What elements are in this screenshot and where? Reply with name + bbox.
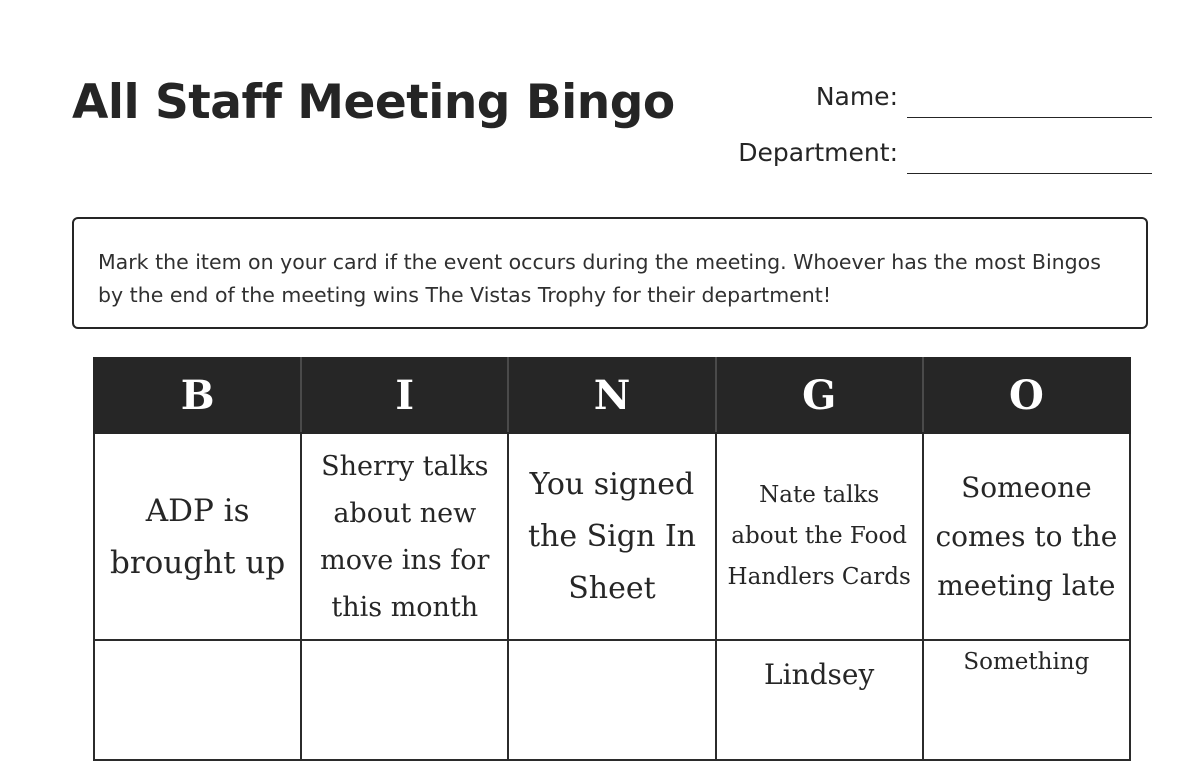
- bingo-cell[interactable]: [716, 433, 923, 640]
- name-label: Name:: [815, 82, 898, 111]
- column-header-b: B: [94, 358, 301, 433]
- name-field-row: [816, 72, 1152, 118]
- bingo-cell[interactable]: [508, 433, 715, 640]
- bingo-cell[interactable]: [94, 433, 301, 640]
- bingo-cell-text: ADP is brought up: [109, 492, 286, 581]
- instructions-box: [72, 217, 1148, 329]
- bingo-header-row: [94, 358, 1130, 433]
- column-header-i: I: [301, 358, 508, 433]
- bingo-cell[interactable]: [508, 640, 715, 760]
- page-title: All Staff Meeting Bingo: [72, 75, 675, 130]
- department-field-row: [738, 128, 1152, 174]
- bingo-cell-text: Sherry talks about new move ins for this month: [320, 450, 490, 623]
- bingo-cell-text: Someone comes to the meeting late: [935, 471, 1118, 602]
- name-blank-line[interactable]: [907, 117, 1152, 118]
- bingo-cell[interactable]: [301, 640, 508, 760]
- bingo-cell[interactable]: [923, 640, 1130, 760]
- bingo-card: [93, 357, 1131, 761]
- column-header-n: N: [508, 358, 715, 433]
- column-header-o: O: [923, 358, 1130, 433]
- department-label: Department:: [738, 138, 898, 167]
- bingo-row: [94, 433, 1130, 640]
- bingo-cell[interactable]: [716, 640, 923, 760]
- instructions-text: Mark the item on your card if the event occurs during the meeting. Whoever has the most Bingos by the end of the meeting wins The Vistas Trophy for their department!: [98, 250, 1101, 307]
- bingo-cell-text: Nate talks about the Food Handlers Cards: [727, 482, 911, 590]
- bingo-cell-text: Lindsey: [764, 658, 875, 691]
- bingo-cell-text: You signed the Sign In Sheet: [527, 466, 696, 606]
- bingo-cell[interactable]: [923, 433, 1130, 640]
- bingo-cell-text: Something: [963, 649, 1090, 675]
- department-blank-line[interactable]: [907, 173, 1152, 174]
- bingo-cell[interactable]: [301, 433, 508, 640]
- bingo-row: [94, 640, 1130, 760]
- bingo-cell[interactable]: [94, 640, 301, 760]
- column-header-g: G: [716, 358, 923, 433]
